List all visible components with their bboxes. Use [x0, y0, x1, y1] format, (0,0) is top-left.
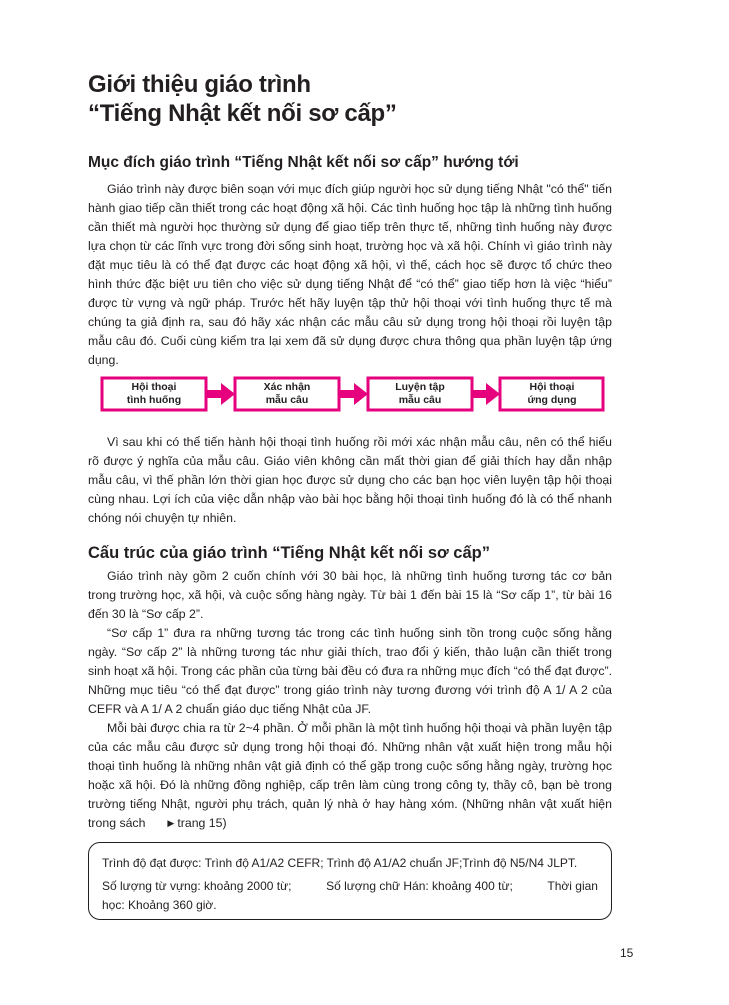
flow-arrowhead-3 — [486, 383, 500, 405]
learning-flow-diagram — [100, 373, 605, 417]
flow-step-3: Luyện tập mẫu câu — [395, 381, 445, 406]
structure-paragraph-1: Giáo trình này gồm 2 cuốn chính với 30 bài học, là những tình huống tương tác cơ bản trong trường học, xã hội, và cuộc sống hàng ngày. Từ bài 1 đến bài 15 là “Sơ cấp 1”, từ bài 16 đến 30 là “Sơ cấp 2”. — [88, 569, 612, 621]
flow-step-4: Hội thoại ứng dụng — [527, 381, 577, 406]
benefit-paragraph: Vì sau khi có thể tiến hành hội thoại tình huống rồi mới xác nhận mẫu câu, nên có thể hiểu rõ được ý nghĩa của mẫu câu. Giáo viên không cần mất thời gian để giải thích hay dẫn nhập mẫu câu, vì thế phần lớn thời gian học được sử dụng cho các bạn học viên luyện tập hội thoại cùng nhau. Lợi ích của việc dẫn nhập vào bài học bằng hội thoại tình huống đó là có thể nhanh chóng nói chuyện tự nhiên. — [88, 435, 612, 525]
page-title — [88, 70, 648, 128]
flow-arrow-shaft-3 — [472, 390, 488, 398]
counts-row — [102, 877, 598, 896]
flow-arrow-shaft-1 — [206, 390, 223, 398]
page-reference: trang 15) — [177, 816, 227, 830]
flow-arrow-shaft-2 — [339, 390, 356, 398]
structure-paragraph-3-text: Mỗi bài được chia ra từ 2~4 phần. Ở mỗi phần là một tình huống hội thoại và phần luyện tập của các mẫu câu được sử dụng trong hội thoại đó. Những nhân vật xuất hiện trong mẫu hội thoại tình huống là những nhân vật giả định có thể gặp trong cuộc sống hằng ngày, trường học hoặc xã hội. Đó là những đồng nghiệp, cấp trên làm cùng trong công ty, thầy cô, bạn bè trong trường tiếng Nhật, người phụ trách, quản lý nhà ở hay hàng xóm. (Những nhân vật xuất hiện trong sách — [88, 721, 612, 830]
level-info: Trình độ đạt được: Trình độ A1/A2 CEFR; Trình độ A1/A2 chuẩn JF;Trình độ N5/N4 JLPT. — [102, 856, 578, 870]
flow-arrowhead-1 — [221, 383, 235, 405]
kanji-count: Số lượng chữ Hán: khoảng 400 từ; — [326, 879, 513, 893]
flow-step-1: Hội thoại tình huống — [126, 381, 182, 406]
section-heading-structure: Cấu trúc của giáo trình “Tiếng Nhật kết nối sơ cấp” — [88, 544, 490, 562]
structure-paragraph-2: “Sơ cấp 1” đưa ra những tương tác trong các tình huống sinh tồn trong cuộc sống hằng ngày. “Sơ cấp 2” là những tương tác như giải thích, trao đổi ý kiến, thảo luận cần thiết trong sinh hoạt xã hội. Trong các phần của từng bài đều có đưa ra những mục đích “có thể đạt được”. Những mục tiêu “có thể đạt được” trong giáo trình này tương đương với trình độ A 1/ A 2 của CEFR và A 1/ A 2 chuẩn giáo dục tiếng Nhật của JF. — [88, 626, 612, 716]
flow-step-2: Xác nhận mẫu câu — [263, 381, 311, 406]
study-time-label: Thời gian — [547, 879, 598, 893]
triangle-right-icon: ▶ — [167, 818, 175, 828]
purpose-paragraph: Giáo trình này được biên soạn với mục đích giúp người học sử dụng tiếng Nhật "có thể" tiến hành giao tiếp cần thiết trong các hoạt động xã hội. Các tình huống học tập là những tình huống cần thiết mà người học thường sử dụng để giao tiếp trên thực tế, những tình huống này được lựa chọn từ các lĩnh vực trong đời sống sinh hoạt, trường học và xã hội. Chính vì giáo trình này đặt mục tiêu là có thể đạt được các hoạt động xã hội, vì thế, cách học sẽ được tổ chức theo hình thức đặc biệt ưu tiên cho việc sử dụng tiếng Nhật để “có thể” giao tiếp hơn là việc “hiểu” được từ vựng và ngữ pháp. Trước hết hãy luyện tập thử hội thoại với tình huống thực tế mà chúng ta giả định ra, sau đó hãy xác nhận các mẫu câu sử dụng trong hội thoại rồi luyện tập mẫu câu đó. Cuối cùng kiểm tra lại xem đã sử dụng được chưa thông qua phần luyện tập ứng dụng. — [88, 182, 612, 367]
flow-arrowhead-2 — [354, 383, 368, 405]
study-time-value: học: Khoảng 360 giờ. — [102, 898, 217, 912]
structure-paragraph-3 — [88, 719, 612, 833]
course-info-box — [88, 842, 612, 920]
title-line-1: Giới thiệu giáo trình — [88, 71, 311, 98]
page-number: 15 — [620, 946, 634, 960]
section-heading-purpose: Mục đích giáo trình “Tiếng Nhật kết nối sơ cấp” hướng tới — [88, 154, 519, 171]
title-line-2: “Tiếng Nhật kết nối sơ cấp” — [88, 100, 397, 127]
vocab-count: Số lượng từ vựng: khoảng 2000 từ; — [102, 879, 292, 893]
